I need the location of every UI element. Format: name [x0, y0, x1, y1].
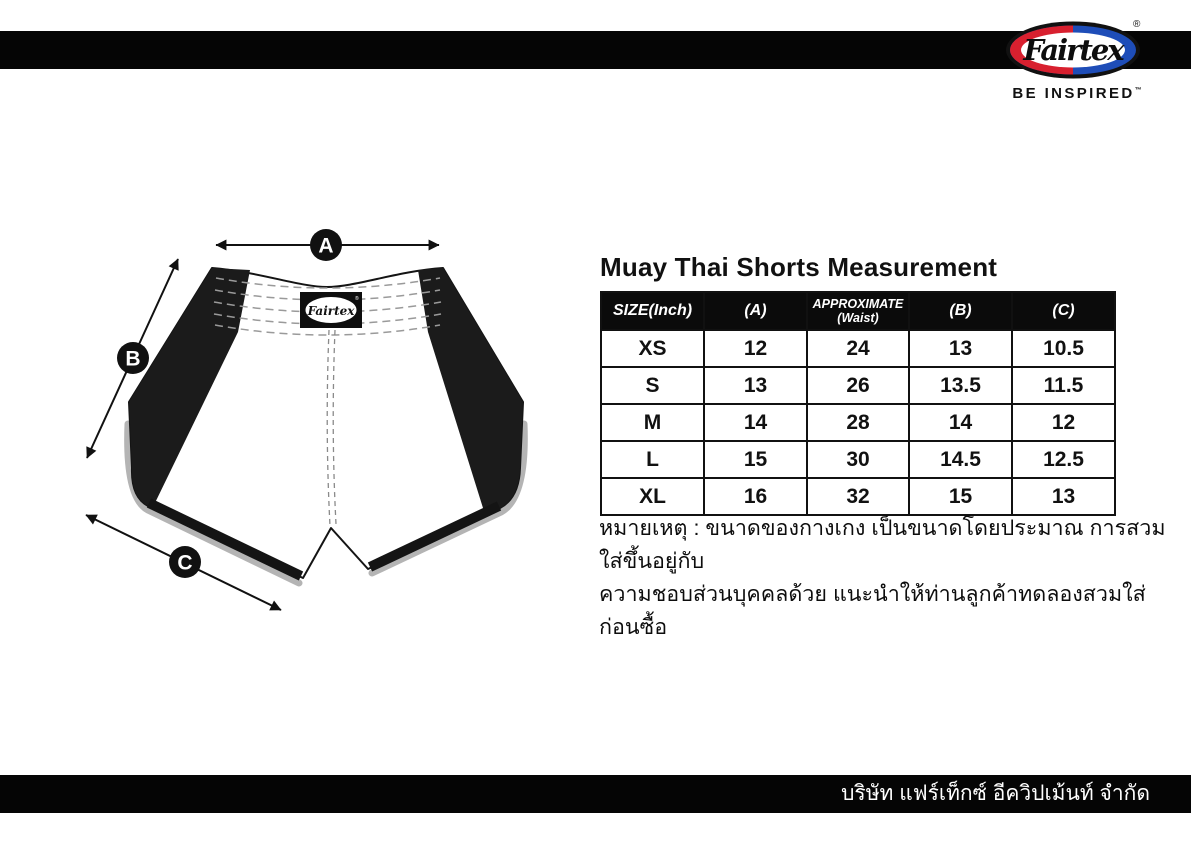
cell-waist: 32 [807, 478, 909, 515]
cell-size: XL [601, 478, 704, 515]
registered-mark: ® [1133, 19, 1141, 30]
cell-c: 11.5 [1012, 367, 1115, 404]
waistband-logo-patch [300, 292, 362, 328]
cell-c: 12 [1012, 404, 1115, 441]
tagline-text: BE INSPIRED [1012, 85, 1135, 102]
col-header-size: SIZE(Inch) [601, 292, 704, 330]
table-row-xs [601, 330, 1115, 367]
table-row-m [601, 404, 1115, 441]
table-row-l [601, 441, 1115, 478]
cell-b: 13.5 [909, 367, 1012, 404]
patch-registered-mark: ® [355, 296, 359, 302]
cell-a: 13 [704, 367, 807, 404]
cell-size: XS [601, 330, 704, 367]
cell-a: 12 [704, 330, 807, 367]
trademark-mark: ™ [1134, 87, 1142, 94]
cell-c: 13 [1012, 478, 1115, 515]
cell-size: S [601, 367, 704, 404]
note-text [599, 512, 1174, 644]
note-line-2: ความชอบส่วนบุคคลด้วย แนะนำให้ท่านลูกค้าทดลองสวมใส่ก่อนซื้อ [599, 582, 1146, 639]
cell-c: 12.5 [1012, 441, 1115, 478]
cell-a: 16 [704, 478, 807, 515]
brand-wordmark: Fairtex [1023, 33, 1123, 67]
cell-a: 15 [704, 441, 807, 478]
note-line-1: หมายเหตุ : ขนาดของกางเกง เป็นขนาดโดยประมาณ การสวมใส่ขึ้นอยู่กับ [599, 516, 1166, 573]
company-name: บริษัท แฟร์เท็กซ์ อีควิปเม้นท์ จำกัด [841, 782, 1150, 805]
col-header-waist-line1: APPROXIMATE [812, 296, 904, 311]
page-title: Muay Thai Shorts Measurement [600, 252, 998, 282]
col-header-waist [807, 292, 909, 330]
cell-b: 14.5 [909, 441, 1012, 478]
cell-size: M [601, 404, 704, 441]
measurement-label-b: B [125, 347, 141, 371]
cell-a: 14 [704, 404, 807, 441]
col-header-waist-line2: (Waist) [837, 311, 879, 325]
cell-waist: 28 [807, 404, 909, 441]
measurement-label-c: C [177, 551, 193, 575]
fairtex-oval-logo [1004, 10, 1150, 110]
size-table [600, 291, 1116, 516]
size-table-header-row [601, 292, 1115, 330]
cell-waist: 26 [807, 367, 909, 404]
cell-b: 14 [909, 404, 1012, 441]
col-header-b: (B) [909, 292, 1012, 330]
table-row-xl [601, 478, 1115, 515]
cell-b: 13 [909, 330, 1012, 367]
col-header-c: (C) [1012, 292, 1115, 330]
shorts-diagram [60, 210, 580, 650]
cell-size: L [601, 441, 704, 478]
measurement-label-a: A [318, 234, 334, 258]
shorts-diagram-svg [60, 210, 580, 650]
cell-b: 15 [909, 478, 1012, 515]
brand-logo [1004, 10, 1150, 110]
cell-c: 10.5 [1012, 330, 1115, 367]
cell-waist: 30 [807, 441, 909, 478]
cell-waist: 24 [807, 330, 909, 367]
table-row-s [601, 367, 1115, 404]
col-header-a: (A) [704, 292, 807, 330]
patch-wordmark: Fairtex [307, 304, 355, 318]
